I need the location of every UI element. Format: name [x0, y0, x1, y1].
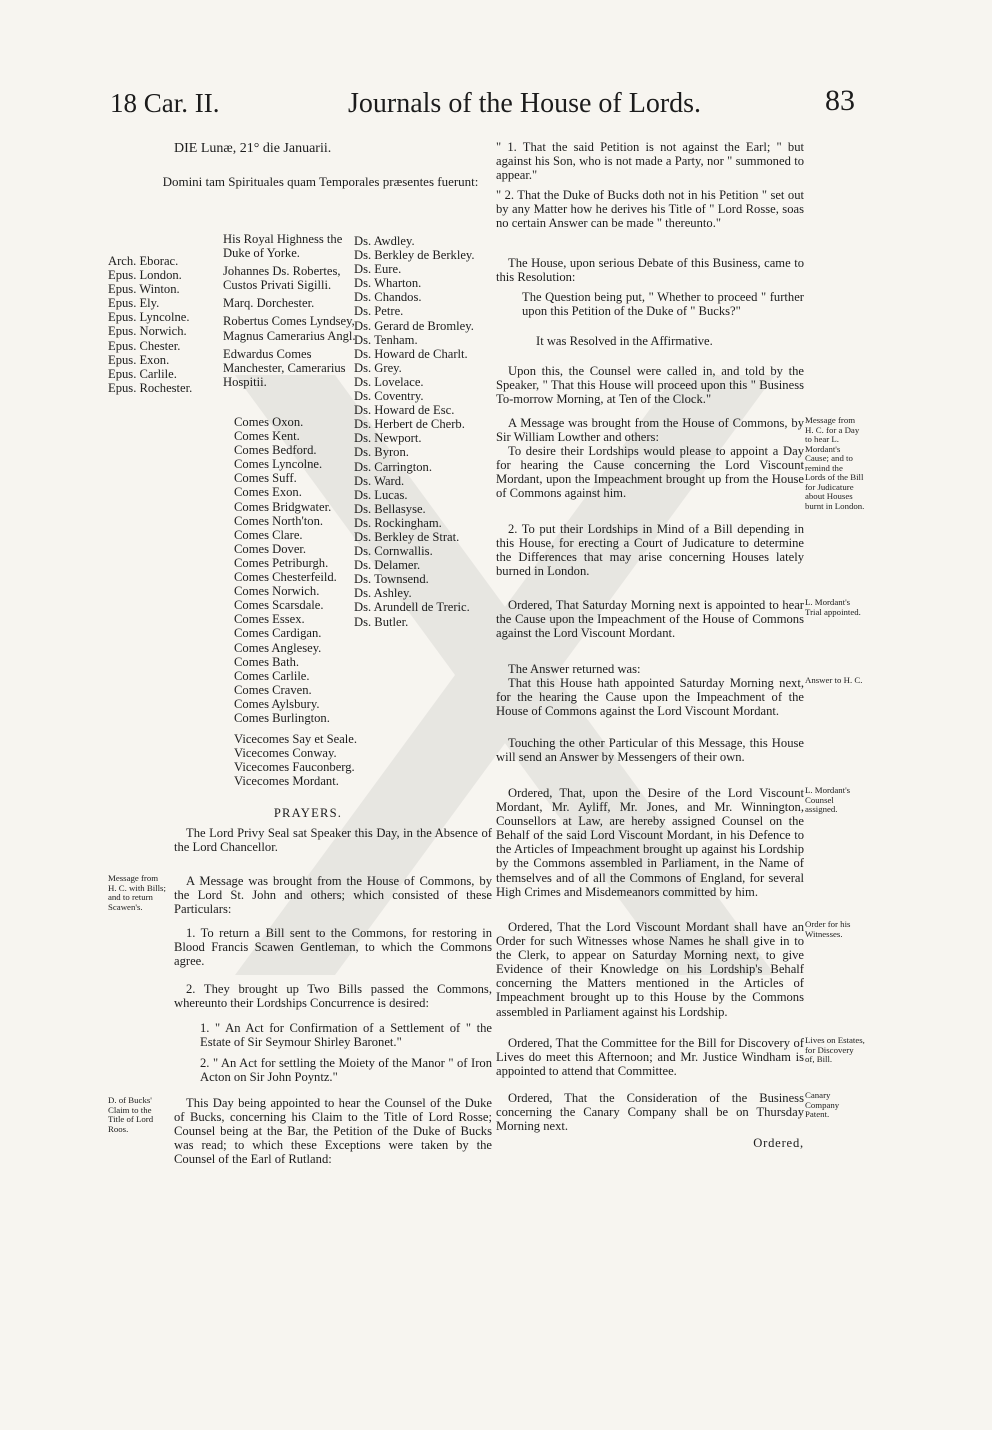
earl-entry: Comes Clare. — [234, 527, 303, 542]
baron-entry: Ds. Delamer. — [354, 558, 421, 573]
baron-entry: Ds. Cornwallis. — [354, 544, 433, 559]
bishop-entry: Epus. Exon. — [108, 352, 170, 367]
bishops-list — [108, 254, 204, 395]
margin-note-answer: Answer to H. C. — [805, 675, 863, 685]
margin-note-message-bills: Message from H. C. with Bills; and to return Scawen's. — [108, 873, 166, 912]
earl-entry: Comes Cardigan. — [234, 626, 322, 641]
baron-entry: Ds. Berkley de Strat. — [354, 529, 460, 544]
officer-entry: Marq. Dorchester. — [223, 296, 315, 311]
bishop-entry: Epus. Ely. — [108, 296, 160, 311]
baron-entry: Ds. Lovelace. — [354, 374, 424, 389]
page-number: 83 — [825, 84, 855, 117]
answer-text: That this House hath appointed Saturday Morning next, for the hearing the Cause upon the Impeachment of the House of Commons against the Lord Viscount Mordant. — [496, 676, 804, 719]
earl-entry: Comes Anglesey. — [234, 640, 322, 655]
earl-entry: Comes Burlington. — [234, 710, 330, 725]
earl-entry: Comes Essex. — [234, 612, 305, 627]
bishop-entry: Epus. Chester. — [108, 338, 181, 353]
baron-entry: Ds. Howard de Esc. — [354, 403, 455, 418]
baron-entry: Ds. Howard de Charlt. — [354, 346, 468, 361]
bill-1: 1. " An Act for Confirmation of a Settlement of " the Estate of Sir Seymour Shirley Baronet." — [200, 1021, 492, 1050]
touching-paragraph: Touching the other Particular of this Message, this House will send an Answer by Messengers of their own. — [496, 736, 804, 765]
bishop-entry: Epus. Winton. — [108, 282, 180, 297]
baron-entry: Ds. Grey. — [354, 360, 402, 375]
left-column — [108, 136, 493, 1196]
earl-entry: Comes Bridgwater. — [234, 499, 332, 514]
baron-entry: Ds. Townsend. — [354, 572, 429, 587]
baron-entry: Ds. Carrington. — [354, 459, 433, 474]
margin-note-counsel: L. Mordant's Counsel assigned. — [805, 785, 851, 814]
counsel-called-paragraph: Upon this, the Counsel were called in, and told by the Speaker, " That this House will proceed upon this " Business To-morrow Morning, at Ten of the Clock." — [496, 364, 804, 407]
bishop-entry: Epus. Norwich. — [108, 324, 187, 339]
earl-entry: Comes Scarsdale. — [234, 598, 324, 613]
baron-entry: Ds. Petre. — [354, 304, 404, 319]
message-commons-2: A Message was brought from the House of Commons, by Sir William Lowther and others: — [496, 416, 804, 445]
prayers-heading: PRAYERS. — [273, 806, 343, 820]
baron-entry: Ds. Berkley de Berkley. — [354, 248, 475, 263]
baron-entry: Ds. Coventry. — [354, 389, 424, 404]
order-canary-company: Ordered, That the Consideration of the Business concerning the Canary Company shall be on Thursday Morning next. — [496, 1091, 804, 1134]
bishop-entry: Arch. Eborac. — [108, 254, 179, 268]
officer-entry: His Royal Highness the Duke of Yorke. — [223, 232, 343, 261]
baron-entry: Ds. Rockingham. — [354, 515, 442, 530]
baron-entry: Ds. Ward. — [354, 473, 405, 488]
officer-entry: Edwardus Comes Manchester, Camerarius Hospitii. — [223, 346, 346, 389]
baron-entry: Ds. Byron. — [354, 445, 409, 460]
order-trial-appointed: Ordered, That Saturday Morning next is appointed to hear the Cause upon the Impeachment of the House of Commons against the Lord Viscount Mordant. — [496, 598, 804, 641]
margin-note-trial-appointed: L. Mordant's Trial appointed. — [805, 597, 861, 617]
bishop-entry: Epus. Carlile. — [108, 366, 177, 381]
baron-entry: Ds. Gerard de Bromley. — [354, 318, 474, 333]
margin-note-mordant-message: Message from H. C. for a Day to hear L. Mordant's Cause; and to remind the Lords of the Bill for Judicature about Houses burnt in London. — [805, 415, 865, 511]
bishop-entry: Epus. Lyncolne. — [108, 310, 190, 325]
order-counsel-assigned: Ordered, That, upon the Desire of the Lord Viscount Mordant, Mr. Ayliff, Mr. Jones, and Mr. Winnington, Counsellors at Law, are hereby assigned Counsel on the Behalf of the said Lord Viscount Mordant, in his Defence to the Articles of Impeachment brought up against his Lordship by the Commons assembled in Parliament, in the Name of themselves and of all the Commons of England, for several High Crimes and Misdemeanors committed by him. — [496, 786, 804, 899]
viscount-entry: Vicecomes Say et Seale. — [234, 732, 358, 746]
earl-entry: Comes Chesterfeild. — [234, 570, 337, 585]
earl-entry: Comes Bedford. — [234, 443, 317, 458]
baron-entry: Ds. Chandos. — [354, 290, 422, 305]
officer-entry: Robertus Comes Lyndsey, Magnus Camerarius Angl. — [223, 314, 356, 343]
message-2-particular-1: To desire their Lordships would please to appoint a Day for hearing the Cause concerning the Lord Viscount Mordant, upon the Impeachment brought up from the House of Commons against him. — [496, 444, 804, 501]
question-put: The Question being put, " Whether to proceed " further upon this Petition of the Duke of " Bucks?" — [522, 290, 804, 319]
exception-1: " 1. That the said Petition is not against the Earl; " but against his Son, who is not made a Party, nor " summoned to appear." — [496, 140, 804, 183]
barons-list — [354, 234, 496, 629]
margin-note-lives-bill: Lives on Estates, for Discovery of, Bill. — [805, 1035, 865, 1064]
earl-entry: Comes Carlile. — [234, 668, 310, 683]
bishop-entry: Epus. Rochester. — [108, 380, 193, 395]
earls-list — [234, 415, 364, 725]
margin-note-witnesses: Order for his Witnesses. — [805, 919, 851, 939]
earl-entry: Comes Craven. — [234, 682, 312, 697]
message-2-particular-2: 2. To put their Lordships in Mind of a Bill depending in this House, for erecting a Court of Judicature to determine the Differences that may arise concerning Houses lately burned in London. — [496, 522, 804, 579]
viscount-entry: Vicecomes Mordant. — [234, 774, 339, 789]
viscount-entry: Vicecomes Fauconberg. — [234, 760, 355, 775]
bishop-entry: Epus. London. — [108, 268, 182, 283]
baron-entry: Ds. Lucas. — [354, 487, 408, 502]
order-witnesses: Ordered, That the Lord Viscount Mordant shall have an Order for such Witnesses whose Names he shall give in to the Clerk, to appear on Saturday Morning next, to give Evidence of their Knowledge on his Lordship's Behalf concerning the Matters mentioned in the Articles of Impeachment brought up to this House by the Commons assembled in Parliament against his Lordship. — [496, 920, 804, 1019]
baron-entry: Ds. Wharton. — [354, 276, 422, 291]
viscounts-list — [234, 732, 364, 788]
officers-list — [223, 232, 363, 393]
right-column — [496, 136, 804, 1216]
margin-note-canary: Canary Company Patent. — [805, 1090, 840, 1119]
margin-note-bucks-claim: D. of Bucks' Claim to the Title of Lord Roos. — [108, 1095, 154, 1134]
earl-entry: Comes Oxon. — [234, 415, 304, 429]
baron-entry: Ds. Butler. — [354, 614, 409, 629]
bucks-claim-paragraph: This Day being appointed to hear the Counsel of the Duke of Bucks, concerning his Claim to the Title of Lord Rosse; Counsel being at the Bar, the Petition of the Duke of Bucks was read; to which these Exceptions were taken by the Counsel of the Earl of Rutland: — [174, 1096, 492, 1167]
officer-entry: Johannes Ds. Robertes, Custos Privati Sigilli. — [223, 264, 341, 293]
earl-entry: Comes Petriburgh. — [234, 555, 329, 570]
answer-intro: The Answer returned was: — [508, 662, 641, 676]
earl-entry: Comes Dover. — [234, 541, 307, 556]
baron-entry: Ds. Ashley. — [354, 586, 412, 601]
baron-entry: Ds. Arundell de Treric. — [354, 600, 470, 615]
baron-entry: Ds. Bellasyse. — [354, 501, 426, 516]
right-margin-notes — [805, 136, 865, 1216]
session-date: DIE Lunæ, 21° die Januarii. — [174, 141, 332, 156]
baron-entry: Ds. Awdley. — [354, 234, 415, 248]
debate-paragraph: The House, upon serious Debate of this Business, came to this Resolution: — [496, 256, 804, 285]
baron-entry: Ds. Tenham. — [354, 332, 418, 347]
earl-entry: Comes Lyncolne. — [234, 457, 323, 472]
bill-2: 2. " An Act for settling the Moiety of the Manor " of Iron Acton on Sir John Poyntz." — [200, 1056, 492, 1085]
message-particular-2: 2. They brought up Two Bills passed the Commons, whereunto their Lordships Concurrence is desired: — [174, 982, 492, 1011]
regnal-year: 18 Car. II. — [110, 88, 220, 118]
order-lives-committee: Ordered, That the Committee for the Bill for Discovery of Lives do meet this Afternoon; and Mr. Justice Windham is appointed to attend that Committee. — [496, 1036, 804, 1079]
earl-entry: Comes Aylsbury. — [234, 696, 320, 711]
resolution-result: It was Resolved in the Affirmative. — [536, 334, 713, 348]
running-header — [110, 84, 855, 128]
earl-entry: Comes Suff. — [234, 471, 297, 486]
viscount-entry: Vicecomes Conway. — [234, 746, 337, 761]
earl-entry: Comes Bath. — [234, 654, 300, 669]
earl-entry: Comes Norwich. — [234, 584, 320, 599]
speaker-note: The Lord Privy Seal sat Speaker this Day, in the Absence of the Lord Chancellor. — [174, 826, 492, 855]
earl-entry: Comes Exon. — [234, 485, 302, 500]
earl-entry: Comes Kent. — [234, 429, 300, 444]
baron-entry: Ds. Newport. — [354, 431, 422, 446]
message-commons-1: A Message was brought from the House of Commons, by the Lord St. John and others; which consisted of these Particulars: — [174, 874, 492, 917]
message-particular-1: 1. To return a Bill sent to the Commons, for restoring in Blood Francis Scawen Gentleman, to which the Commons agree. — [174, 926, 492, 969]
exception-2: " 2. That the Duke of Bucks doth not in his Petition " set out by any Matter how he derives his Title of " Lord Rosse, soas no certain Answer can be made " thereunto." — [496, 188, 804, 231]
catchword: Ordered, — [753, 1136, 804, 1150]
baron-entry: Ds. Eure. — [354, 262, 402, 277]
present-intro: Domini tam Spirituales quam Temporales præsentes fuerunt: — [162, 174, 479, 189]
baron-entry: Ds. Herbert de Cherb. — [354, 417, 465, 432]
earl-entry: Comes North'ton. — [234, 513, 324, 528]
journal-title: Journals of the House of Lords. — [348, 88, 702, 119]
